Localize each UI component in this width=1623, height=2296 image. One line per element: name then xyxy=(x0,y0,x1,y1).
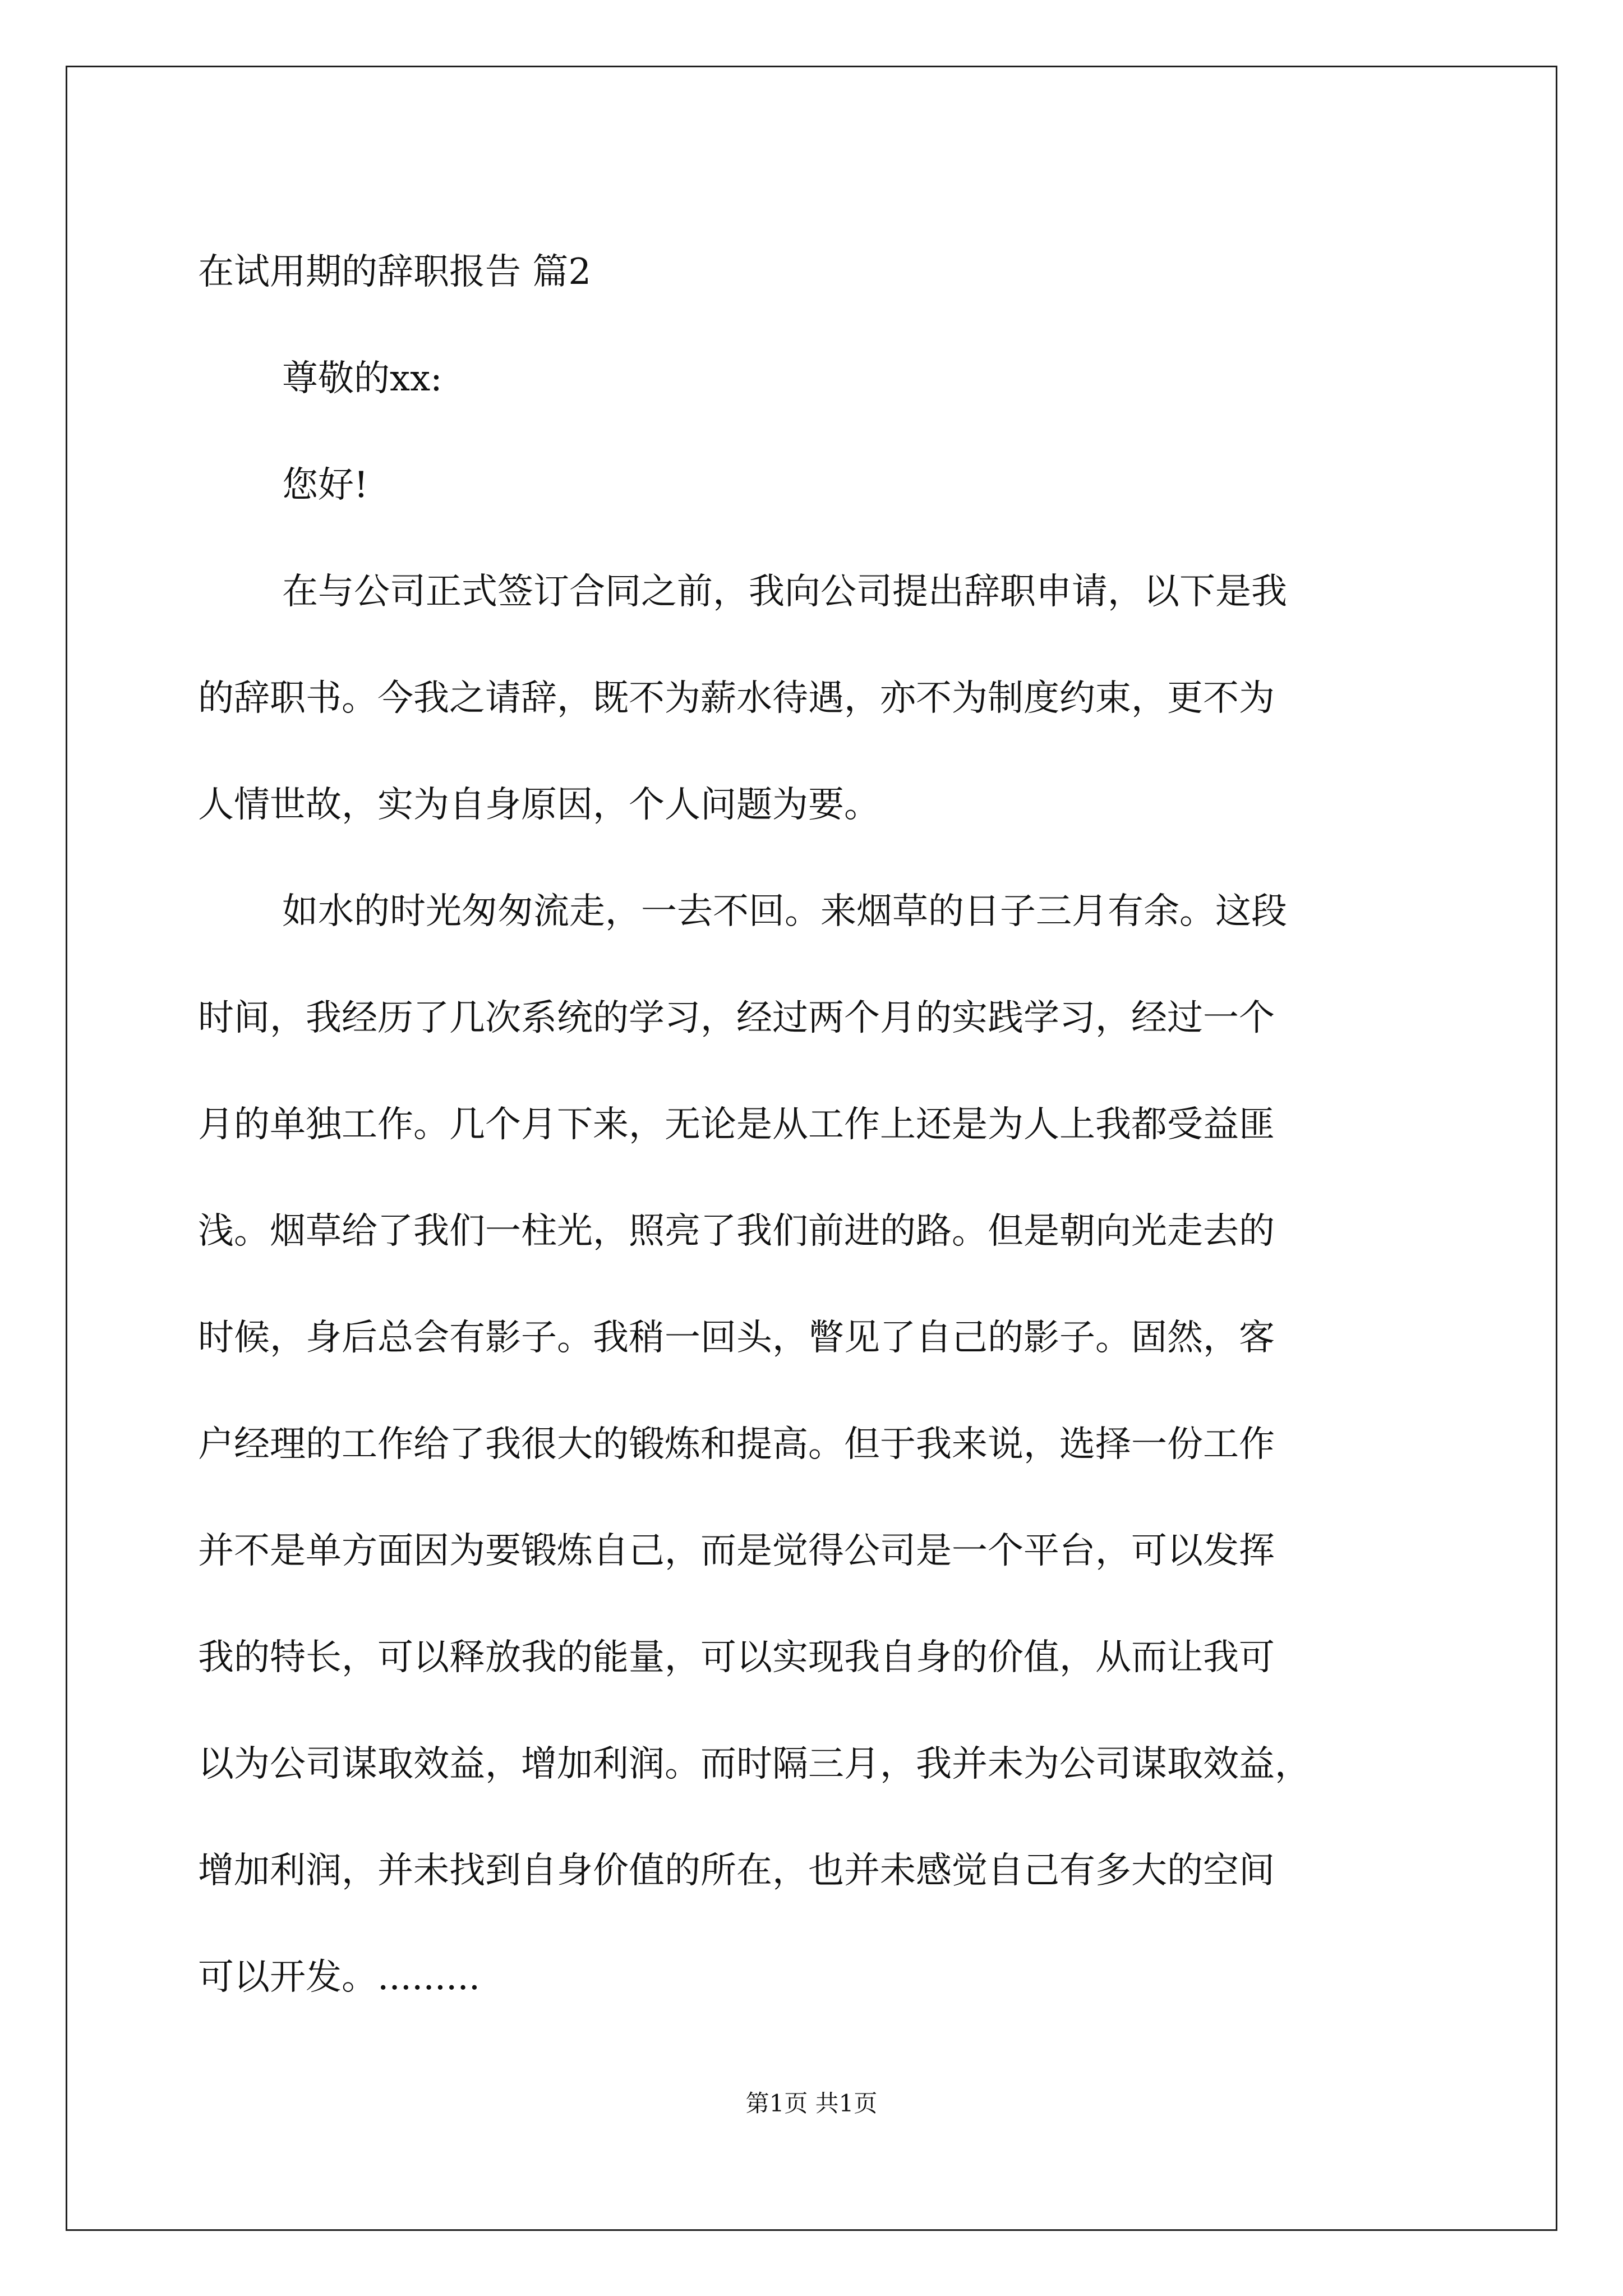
paragraph-line: 增加利润，并未找到自身价值的所在，也并未感觉自己有多大的空间 xyxy=(198,1850,1275,1892)
paragraph-line: 可以开发。......... xyxy=(198,1957,481,1998)
paragraph-line: 人情世故，实为自身原因，个人问题为要。 xyxy=(198,784,880,826)
document-body xyxy=(198,219,1432,2031)
paragraph-line: 的辞职书。今我之请辞，既不为薪水待遇，亦不为制度约束，更不为 xyxy=(198,678,1275,719)
paragraph-line: 时候，身后总会有影子。我稍一回头，瞥见了自己的影子。固然，客 xyxy=(198,1317,1275,1359)
page-footer: 第1页 共1页 xyxy=(745,2090,878,2117)
paragraph-line: 并不是单方面因为要锻炼自己，而是觉得公司是一个平台，可以发挥 xyxy=(198,1530,1275,1572)
paragraph-line: 户经理的工作给了我很大的锻炼和提高。但于我来说，选择一份工作 xyxy=(198,1424,1275,1465)
paragraph-line: 浅。烟草给了我们一柱光，照亮了我们前进的路。但是朝向光走去的 xyxy=(198,1211,1275,1252)
greeting: 您好! xyxy=(282,464,368,506)
paragraph-line: 如水的时光匆匆流走，一去不回。来烟草的日子三月有余。这段 xyxy=(282,891,1287,932)
document-title: 在试用期的辞职报告 篇2 xyxy=(198,251,592,293)
paragraph-line: 月的单独工作。几个月下来，无论是从工作上还是为人上我都受益匪 xyxy=(198,1104,1275,1145)
paragraph-line: 在与公司正式签订合同之前，我向公司提出辞职申请，以下是我 xyxy=(282,571,1287,613)
paragraph-line: 时间，我经历了几次系统的学习，经过两个月的实践学习，经过一个 xyxy=(198,997,1275,1039)
salutation: 尊敬的xx: xyxy=(282,358,442,399)
paragraph-line: 以为公司谋取效益，增加利润。而时隔三月，我并未为公司谋取效益， xyxy=(198,1743,1311,1785)
paragraph-line: 我的特长，可以释放我的能量，可以实现我自身的价值，从而让我可 xyxy=(198,1637,1275,1678)
